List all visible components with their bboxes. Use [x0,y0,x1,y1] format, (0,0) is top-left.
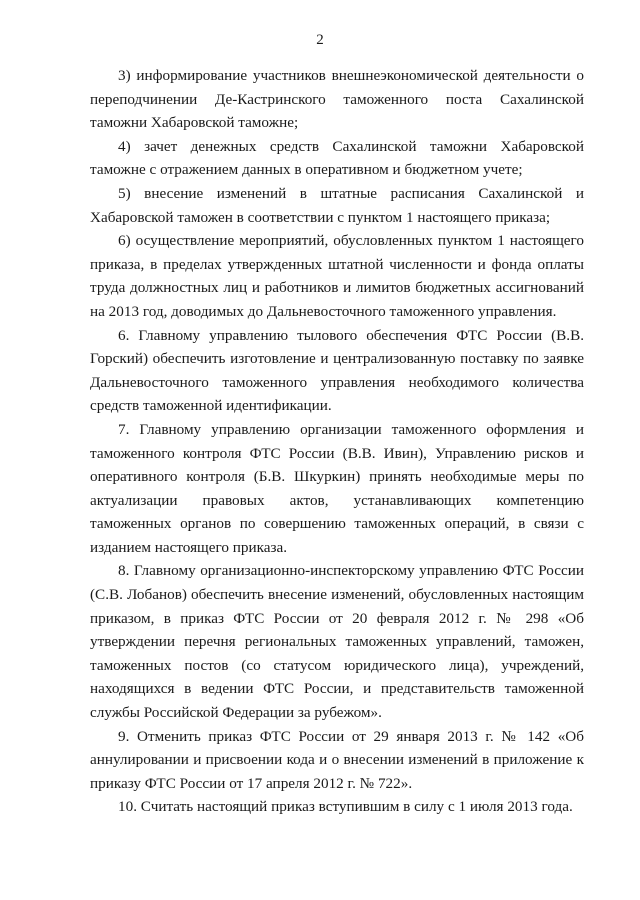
paragraph-item-3: 3) информирование участников внешнеэкономической деятельности о переподчинении Де-Кастринского таможенного поста Сахалинской таможни Хабаровской таможне; [90,67,584,132]
paragraph-clause-6: 6. Главному управлению тылового обеспечения ФТС России (В.В. Горский) обеспечить изготовление и централизованную поставку по заявке Дальневосточного таможенного управления необходимого количества средств таможенной идентификации. [90,326,584,415]
paragraph-clause-10: 10. Считать настоящий приказ вступившим в силу с 1 июля 2013 года. [118,798,573,816]
paragraph-clause-7: 7. Главному управлению организации таможенного оформления и таможенного контроля ФТС России (В.В. Ивин), Управлению рисков и оперативного контроля (Б.В. Шкуркин) принять необходимые меры по актуализации правовых актов, устанавливающих компетенцию таможенных органов по совершению таможенных операций, в связи с изданием настоящего приказа. [90,420,584,556]
paragraph-item-4: 4) зачет денежных средств Сахалинской таможни Хабаровской таможне с отражением данных в оперативном и бюджетном учете; [90,137,584,179]
paragraph-item-5: 5) внесение изменений в штатные расписания Сахалинской и Хабаровской таможен в соответствии с пунктом 1 настоящего приказа; [90,184,584,226]
paragraph-clause-8: 8. Главному организационно-инспекторскому управлению ФТС России (С.В. Лобанов) обеспечить внесение изменений, обусловленных настоящим приказом, в приказ ФТС России от 20 февраля 2012 г. № 298 «Об утверждении перечня региональных таможенных управлений, таможен, таможенных постов (со статусом юридического лица), учреждений, находящихся в ведении ФТС России, и представительств таможенной службы Российской Федерации за рубежом». [90,562,584,722]
document-body [90,64,584,819]
paragraph-item-6: 6) осуществление мероприятий, обусловленных пунктом 1 настоящего приказа, в пределах утвержденных штатной численности и фонда оплаты труда должностных лиц и работников и лимитов бюджетных ассигнований на 2013 год, доводимых до Дальневосточного таможенного управления. [90,232,584,320]
paragraph-clause-9: 9. Отменить приказ ФТС России от 29 января 2013 г. № 142 «Об аннулировании и присвоении кода и о внесении изменений в приложение к приказу ФТС России от 17 апреля 2012 г. № 722». [90,727,584,792]
page-number: 2 [316,32,324,48]
